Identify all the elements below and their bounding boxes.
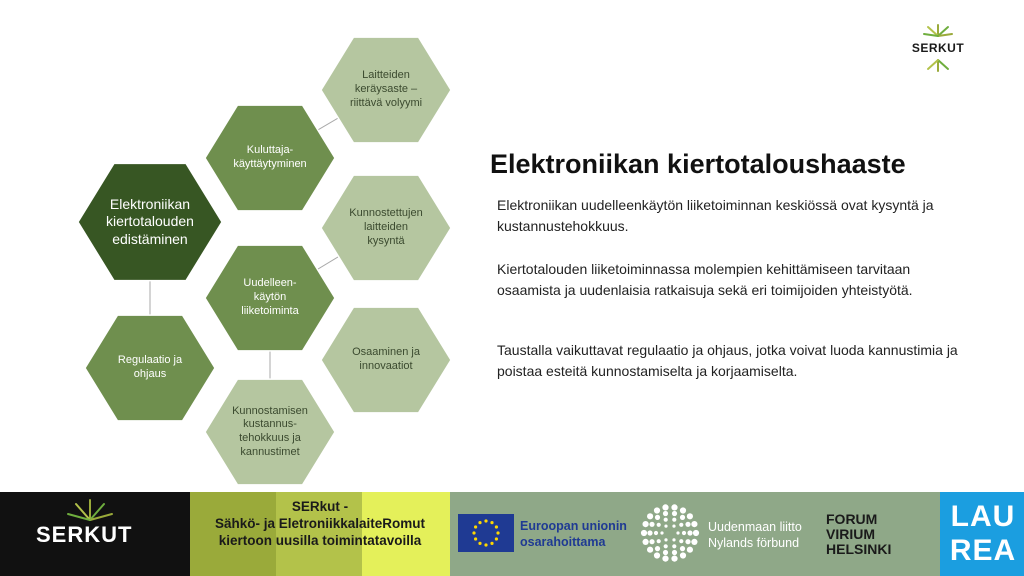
- uudenmaan-dot: [693, 530, 699, 536]
- footer-project-title: SERkut - Sähkö- ja EletroniikkalaiteRomut kiertoon uusilla toimintatavoilla: [214, 499, 426, 548]
- uudenmaan-dot: [647, 547, 653, 553]
- uudenmaan-dot: [672, 538, 675, 541]
- uudenmaan-dot: [649, 522, 654, 527]
- footer-sparkle-icon: [60, 496, 120, 522]
- uudenmaan-dot: [672, 550, 677, 555]
- uudenmaan-dot: [680, 552, 686, 558]
- hexagon-label-kunnostamisen: Kunnostamisen kustannus- tehokkuus ja kannustimet: [232, 404, 308, 458]
- eu-star: [484, 543, 487, 546]
- eu-star: [474, 525, 477, 528]
- uudenmaan-dot: [680, 507, 686, 513]
- hexagon-label-elektroniikan: Elektroniikan kiertotalouden edistäminen: [106, 195, 194, 247]
- hexagon-label-regulaatio: Regulaatio ja ohjaus: [117, 354, 183, 380]
- eu-star: [495, 537, 498, 540]
- uudenmaan-dot: [676, 531, 679, 534]
- uudenmaan-dot: [672, 525, 675, 528]
- uudenmaan-dot: [662, 556, 668, 562]
- uudenmaan-dot: [691, 521, 697, 527]
- uudenmaan-dot: [655, 546, 660, 551]
- footer-serkut-text: SERKUT: [36, 522, 133, 547]
- uudenmaan-dot: [672, 518, 676, 522]
- uudenmaan-dot: [664, 525, 667, 528]
- uudenmaan-dot: [647, 530, 652, 535]
- eu-star: [478, 542, 481, 545]
- laurea-logo-text: LAU REA: [949, 500, 1017, 567]
- uudenmaan-dot: [663, 550, 668, 555]
- eu-star: [496, 531, 499, 534]
- serkut-logo-text: SERKUT: [911, 41, 965, 55]
- uudenmaan-dot: [687, 547, 693, 553]
- uudenmaan-dot: [682, 531, 686, 535]
- serkut-logo: [902, 22, 974, 74]
- hexagon-label-uudelleen: Uudelleen- käytön liiketoiminta: [241, 277, 299, 317]
- uudenmaan-dot: [672, 511, 677, 516]
- uudenmaan-dot: [671, 556, 677, 562]
- uudenmaan-dot: [647, 513, 653, 519]
- uudenmaan-dot: [657, 523, 661, 527]
- paragraph-1: Elektroniikan uudelleenkäytön liiketoiminnan keskiössä ovat kysyntä ja kustannustehokkuus.: [497, 197, 934, 234]
- eu-star: [490, 521, 493, 524]
- eu-star: [472, 531, 475, 534]
- uudenmaan-dot: [654, 552, 660, 558]
- uudenmaan-dot: [655, 515, 660, 520]
- hexagon-label-kuluttaja: Kuluttaja- käyttäytyminen: [233, 144, 307, 170]
- uudenmaan-dot: [657, 539, 661, 543]
- uudenmaan-dot: [685, 522, 690, 527]
- uudenmaan-dot: [643, 521, 649, 527]
- uudenmaan-dot: [662, 504, 668, 510]
- hexagon-label-kunnostettujen: Kunnostettujen laitteiden kysyntä: [349, 207, 423, 247]
- uudenmaan-dot: [672, 544, 676, 548]
- uudenmaan-dot: [641, 530, 647, 536]
- uudenmaan-dot: [664, 518, 668, 522]
- footer-logo-band: [0, 492, 1024, 576]
- hexagon-label-osaaminen: Osaaminen ja innovaatiot: [352, 346, 420, 372]
- slide-title: Elektroniikan kiertotaloushaaste: [490, 149, 906, 179]
- uudenmaan-dot: [679, 523, 683, 527]
- uudenmaan-dot: [654, 507, 660, 513]
- uudenmaan-dot: [687, 513, 693, 519]
- eu-star: [495, 525, 498, 528]
- uudenmaan-dot: [649, 539, 654, 544]
- eu-star: [484, 519, 487, 522]
- eu-funding-text: Euroopan unionin osarahoittama: [520, 519, 627, 549]
- uudenmaan-dot: [679, 539, 683, 543]
- uudenmaan-dot: [685, 539, 690, 544]
- paragraph-3: Taustalla vaikuttavat regulaatio ja ohjaus, jotka voivat luoda kannustimia ja poistaa esteitä kunnostamiselta ja korjaamiselta.: [497, 342, 958, 379]
- hexagon-label-laitteiden: Laitteiden keräysaste – riittävä volyymi: [349, 69, 423, 109]
- uudenmaan-dot: [663, 511, 668, 516]
- uudenmaan-dot: [660, 531, 663, 534]
- uudenmaan-dot: [691, 539, 697, 545]
- uudenmaan-dot: [687, 530, 692, 535]
- uudenmaan-dot: [680, 515, 685, 520]
- eu-star: [490, 542, 493, 545]
- uudenmaan-dot: [664, 538, 667, 541]
- uudenmaan-dot: [664, 544, 668, 548]
- eu-star: [474, 537, 477, 540]
- eu-flag-icon: [458, 514, 514, 552]
- uudenmaan-dot: [654, 531, 658, 535]
- uudenmaan-dot: [671, 504, 677, 510]
- uudenmaan-dot: [643, 539, 649, 545]
- uudenmaan-liitto-text: Uudenmaan liitto Nylands förbund: [708, 520, 802, 550]
- uudenmaan-dot: [680, 546, 685, 551]
- paragraph-2: Kiertotalouden liiketoiminnassa molempien kehittämiseen tarvitaan osaamista ja uudenlaisia ratkaisuja sekä eri toimijoiden yhteistyötä.: [497, 261, 913, 298]
- forum-virium-logo: FORUM VIRIUM HELSINKI: [826, 511, 892, 557]
- uudenmaan-liitto-logo-icon: [640, 502, 700, 564]
- eu-star: [478, 521, 481, 524]
